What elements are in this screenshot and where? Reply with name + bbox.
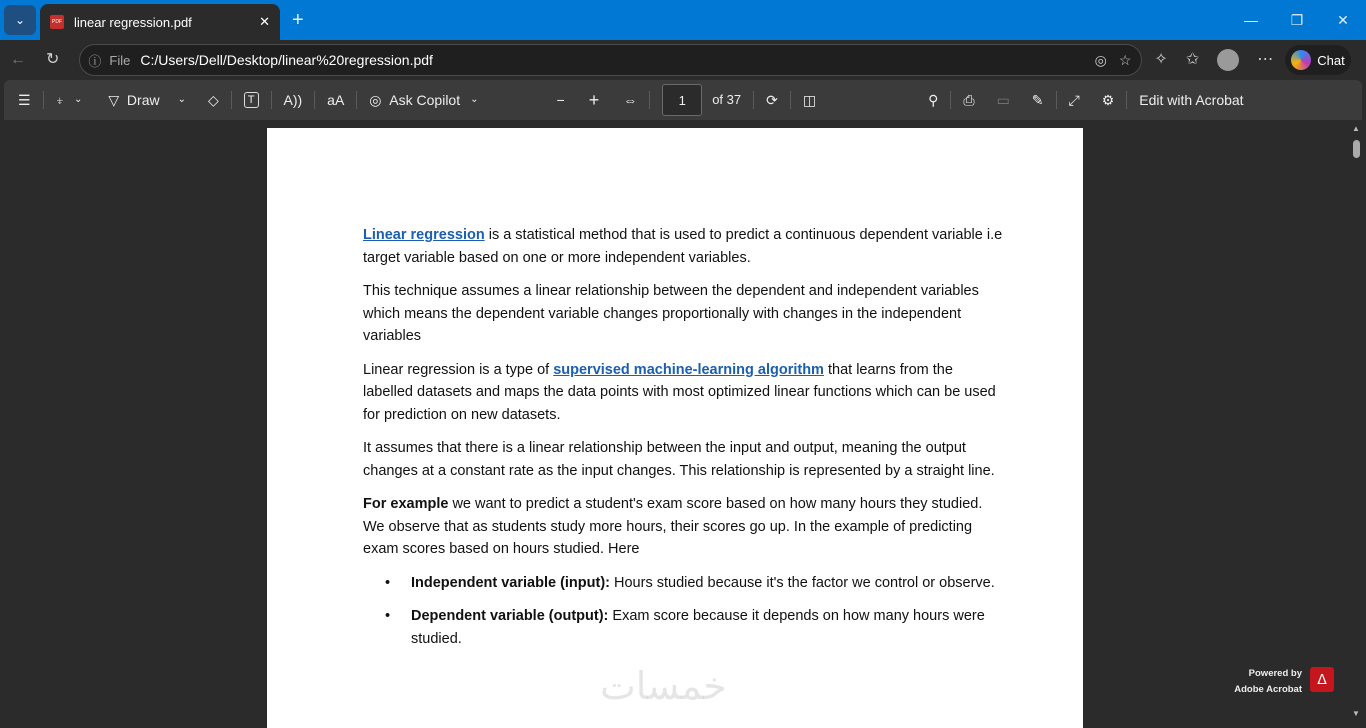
adobe-acrobat-logo-icon: ᐃ xyxy=(1310,667,1334,692)
edit-with-acrobat-button[interactable]: Edit with Acrobat xyxy=(1139,92,1244,108)
pdf-page xyxy=(267,128,1083,728)
bold-text: Independent variable (input): xyxy=(411,574,610,591)
linear-regression-link[interactable]: Linear regression xyxy=(363,227,485,243)
vertical-scrollbar[interactable] xyxy=(1350,124,1362,720)
copilot-page-icon[interactable]: ◎ xyxy=(1094,51,1107,68)
fit-width-icon[interactable]: ⇔ xyxy=(623,92,638,108)
bold-text: For example xyxy=(363,496,449,513)
highlight-icon[interactable]: ⍖ ⌄ xyxy=(55,92,83,108)
window-controls xyxy=(1228,0,1366,40)
text-box-icon[interactable]: T xyxy=(244,92,259,108)
powered-by-text xyxy=(1234,666,1302,698)
bold-text: Dependent variable (output): xyxy=(411,607,609,624)
chevron-down-icon: ⌄ xyxy=(14,13,26,27)
draw-button[interactable]: ▽ Draw ⌄ xyxy=(108,92,186,108)
scroll-down-icon[interactable]: ▼ xyxy=(1352,709,1360,718)
chat-label: Chat xyxy=(1317,52,1345,68)
page-view-icon[interactable]: ◫ xyxy=(802,92,817,108)
powered-by: Powered by xyxy=(1248,668,1302,679)
page-content xyxy=(363,224,1003,661)
paragraph xyxy=(363,493,1003,561)
restore-button[interactable]: ❐ xyxy=(1290,11,1304,28)
favorite-star-icon[interactable]: ☆ xyxy=(1118,51,1132,68)
copilot-chat-button[interactable] xyxy=(1285,45,1351,75)
watermark: خمسات xyxy=(600,664,727,708)
zoom-in-icon[interactable]: + xyxy=(588,90,600,110)
text: we want to predict a student's exam score based on how many hours they studied. We observe that as students study more hours, their scores go up. In the example of predicting exam scores based on hours studied. Here xyxy=(363,496,983,558)
pdf-icon: PDF xyxy=(50,15,64,29)
refresh-icon[interactable]: ↻ xyxy=(46,51,60,68)
settings-gear-icon[interactable]: ⚙ xyxy=(1101,92,1115,108)
paragraph xyxy=(363,359,1003,427)
browser-chrome xyxy=(0,0,1366,120)
rotate-icon[interactable]: ⟳ xyxy=(766,92,778,108)
supervised-ml-link[interactable]: supervised machine-learning algorithm xyxy=(553,361,824,378)
erase-icon[interactable]: ◇ xyxy=(207,92,219,108)
url-text[interactable]: C:/Users/Dell/Desktop/linear%20regression.pdf xyxy=(140,52,433,68)
pdf-toolbar xyxy=(4,80,1362,120)
text: is a statistical method that is used to predict a continuous dependent variable i.e target variable based on one or more independent variables. xyxy=(363,227,1003,266)
favorites-icon[interactable]: ✩ xyxy=(1185,51,1200,68)
text: Exam score because it depends on how many hours were studied. xyxy=(411,607,985,647)
paragraph xyxy=(363,224,1003,269)
browser-actions xyxy=(1154,45,1351,75)
extensions-icon[interactable]: ✧ xyxy=(1154,51,1168,68)
search-icon[interactable]: ⚲ xyxy=(928,92,939,108)
tab-title: linear regression.pdf xyxy=(74,14,192,30)
adobe-acrobat: Adobe Acrobat xyxy=(1234,684,1302,695)
scrollbar-thumb[interactable] xyxy=(1353,140,1360,158)
address-bar[interactable] xyxy=(79,44,1142,76)
ask-copilot-label: Ask Copilot xyxy=(389,92,461,108)
paragraph: This technique assumes a linear relationship between the dependent and independent variables which means the dependent variable changes proportionally with changes in the independent variables xyxy=(363,282,979,345)
close-tab-icon[interactable]: ✕ xyxy=(259,14,270,29)
info-icon[interactable]: ⓘ xyxy=(88,53,102,69)
tab-actions-menu[interactable] xyxy=(4,5,36,35)
bullet-list xyxy=(363,572,1003,651)
print-icon[interactable]: ⎙ xyxy=(963,92,975,108)
minimize-button[interactable]: — xyxy=(1244,12,1258,28)
zoom-out-icon[interactable]: − xyxy=(556,92,565,108)
address-bar-row xyxy=(0,40,1366,80)
save-icon: ▭ xyxy=(996,92,1010,108)
draw-label: Draw xyxy=(126,92,160,108)
profile-avatar[interactable] xyxy=(1217,49,1239,71)
list-item xyxy=(363,572,1003,595)
file-label: File xyxy=(109,52,131,68)
page-number[interactable]: 1 xyxy=(678,92,686,108)
fullscreen-icon[interactable]: ⤢ xyxy=(1068,92,1080,108)
page-number-input[interactable] xyxy=(662,84,702,116)
contents-icon[interactable]: ☰ xyxy=(18,92,31,108)
save-as-icon[interactable]: ✎ xyxy=(1031,92,1044,108)
read-aloud-icon[interactable]: A)) xyxy=(283,92,303,108)
tab-linear-regression[interactable] xyxy=(40,4,280,40)
copilot-icon xyxy=(1291,50,1311,70)
list-item xyxy=(363,605,1003,650)
ask-copilot-button[interactable]: ◎ Ask Copilot ⌄ xyxy=(369,92,479,108)
new-tab-button[interactable]: + xyxy=(292,9,304,31)
page-total: of 37 xyxy=(712,92,742,107)
text: that learns from the labelled datasets and maps the data points with most optimized linear functions which can be used for prediction on new datasets. xyxy=(363,361,996,423)
copilot-icon: ◎ xyxy=(369,92,382,108)
paragraph: It assumes that there is a linear relationship between the input and output, meaning the output changes at a constant rate as the input changes. This relationship is represented by a straight line. xyxy=(363,440,995,479)
back-icon[interactable]: ← xyxy=(10,51,26,68)
scroll-up-icon[interactable]: ▲ xyxy=(1352,124,1360,133)
title-bar xyxy=(0,0,1366,40)
text: Hours studied because it's the factor we control or observe. xyxy=(609,574,995,591)
close-window-button[interactable]: ✕ xyxy=(1337,11,1349,28)
translate-icon[interactable]: aA xyxy=(327,92,345,108)
text: Linear regression is a type of xyxy=(363,361,554,378)
more-icon[interactable]: ⋯ xyxy=(1257,51,1274,68)
draw-icon: ▽ xyxy=(108,92,120,108)
